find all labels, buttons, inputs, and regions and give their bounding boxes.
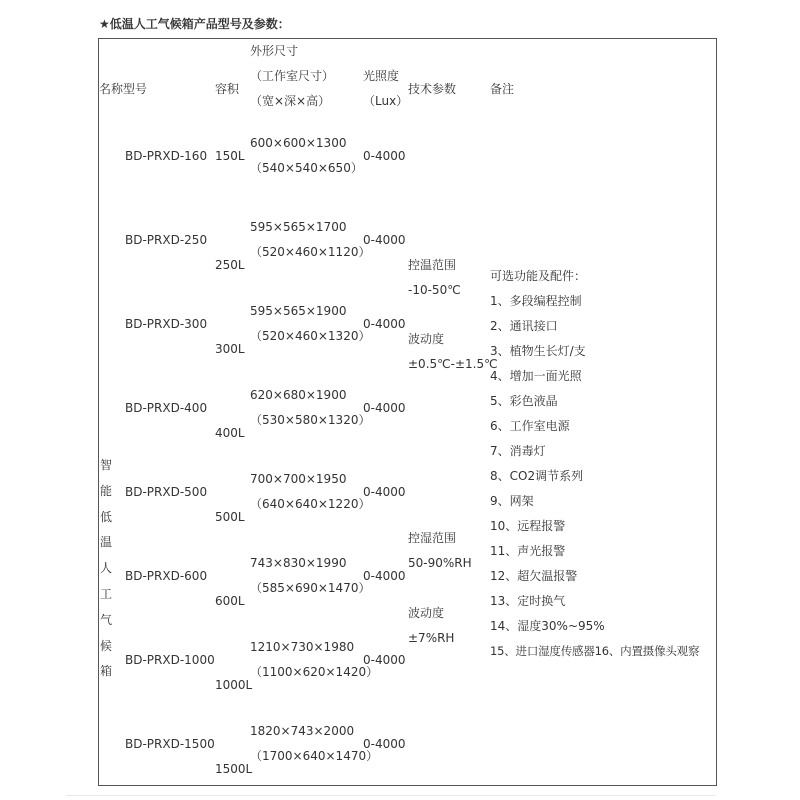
- row-4-inner: （530×580×1320）: [250, 413, 371, 427]
- spec-table: [98, 38, 717, 786]
- row-2-outer: 595×565×1700: [250, 220, 347, 234]
- row-4-light: 0-4000: [363, 401, 406, 415]
- tech-hum-range-label: 控湿范围: [408, 531, 457, 545]
- row-8-outer: 1820×743×2000: [250, 724, 355, 738]
- row-5-inner: （640×640×1220）: [250, 497, 371, 511]
- remarks-item: 11、声光报警: [490, 544, 566, 558]
- product-name-char: 温: [99, 535, 112, 550]
- remarks-item: 9、网架: [490, 494, 534, 508]
- tech-temp-fluct-value: ±0.5℃-±1.5℃: [408, 357, 498, 371]
- row-1-capacity: 150L: [215, 149, 245, 163]
- row-4-outer: 620×680×1900: [250, 388, 347, 402]
- row-6-light: 0-4000: [363, 569, 406, 583]
- row-4-model: BD-PRXD-400: [125, 401, 208, 415]
- remarks-item: 13、定时换气: [490, 594, 566, 608]
- remarks-item: 7、消毒灯: [490, 444, 546, 458]
- bottom-divider: [66, 795, 716, 796]
- remarks-item: 5、彩色液晶: [490, 394, 558, 408]
- tech-temp-range-value: -10-50℃: [408, 283, 461, 297]
- row-7-outer: 1210×730×1980: [250, 640, 355, 654]
- tech-hum-range-value: 50-90%RH: [408, 556, 472, 570]
- product-name-char: 气: [99, 612, 112, 627]
- row-8-capacity: 1500L: [215, 762, 253, 776]
- row-6-model: BD-PRXD-600: [125, 569, 208, 583]
- product-name-vertical: [99, 453, 113, 685]
- row-1-light: 0-4000: [363, 149, 406, 163]
- row-3-light: 0-4000: [363, 317, 406, 331]
- row-6-outer: 743×830×1990: [250, 556, 347, 570]
- remarks-item: 15、进口湿度传感器16、内置摄像头观察: [490, 644, 700, 658]
- remarks-title: 可选功能及配件：: [490, 269, 587, 283]
- remarks-item: 12、超欠温报警: [490, 569, 578, 583]
- header-light-line1: 光照度: [363, 69, 400, 83]
- row-5-light: 0-4000: [363, 485, 406, 499]
- header-dims-line3: （宽×深×高）: [250, 94, 331, 108]
- remarks-item: 10、远程报警: [490, 519, 566, 533]
- remarks-item: 6、工作室电源: [490, 419, 570, 433]
- row-2-capacity: 250L: [215, 258, 245, 272]
- header-dims-line1: 外形尺寸: [250, 44, 299, 58]
- row-5-outer: 700×700×1950: [250, 472, 347, 486]
- row-4-capacity: 400L: [215, 426, 245, 440]
- header-dims-line2: （工作室尺寸）: [250, 69, 335, 83]
- product-name-char: 人: [99, 561, 112, 576]
- row-7-model: BD-PRXD-1000: [125, 653, 215, 667]
- row-8-model: BD-PRXD-1500: [125, 737, 215, 751]
- row-7-light: 0-4000: [363, 653, 406, 667]
- header-name-model: 名称型号: [99, 82, 148, 96]
- page-title: ★低温人工气候箱产品型号及参数：: [99, 17, 290, 31]
- header-tech: 技术参数: [408, 82, 457, 96]
- remarks-item: 3、植物生长灯/支: [490, 344, 586, 358]
- header-capacity: 容积: [215, 82, 240, 96]
- row-2-light: 0-4000: [363, 233, 406, 247]
- header-remarks: 备注: [490, 82, 515, 96]
- product-name-char: 箱: [99, 664, 112, 679]
- product-name-char: 低: [99, 509, 112, 524]
- remarks-item: 1、多段编程控制: [490, 294, 582, 308]
- row-3-inner: （520×460×1320）: [250, 329, 371, 343]
- tech-temp-range-label: 控温范围: [408, 258, 457, 272]
- tech-hum-fluct-value: ±7%RH: [408, 631, 455, 645]
- product-name-char: 能: [99, 483, 112, 498]
- row-7-inner: （1100×620×1420）: [250, 665, 379, 679]
- row-8-light: 0-4000: [363, 737, 406, 751]
- row-7-capacity: 1000L: [215, 678, 253, 692]
- tech-temp-fluct-label: 波动度: [408, 332, 445, 346]
- product-name-char: 工: [99, 586, 112, 601]
- row-2-model: BD-PRXD-250: [125, 233, 208, 247]
- row-6-inner: （585×690×1470）: [250, 581, 371, 595]
- remarks-item: 14、湿度30%~95%: [490, 619, 605, 633]
- row-1-outer: 600×600×1300: [250, 136, 347, 150]
- remarks-item: 4、增加一面光照: [490, 369, 582, 383]
- row-3-capacity: 300L: [215, 342, 245, 356]
- row-6-capacity: 600L: [215, 594, 245, 608]
- row-1-inner: （540×540×650）: [250, 161, 363, 175]
- header-light-line2: （Lux）: [363, 94, 409, 108]
- row-5-capacity: 500L: [215, 510, 245, 524]
- row-1-model: BD-PRXD-160: [125, 149, 208, 163]
- tech-hum-fluct-label: 波动度: [408, 606, 445, 620]
- row-2-inner: （520×460×1120）: [250, 245, 371, 259]
- row-8-inner: （1700×640×1470）: [250, 749, 379, 763]
- row-3-model: BD-PRXD-300: [125, 317, 208, 331]
- product-name-char: 候: [99, 638, 112, 653]
- row-3-outer: 595×565×1900: [250, 304, 347, 318]
- remarks-item: 2、通讯接口: [490, 319, 558, 333]
- row-5-model: BD-PRXD-500: [125, 485, 208, 499]
- product-name-char: 智: [99, 458, 112, 472]
- remarks-item: 8、CO2调节系列: [490, 469, 584, 483]
